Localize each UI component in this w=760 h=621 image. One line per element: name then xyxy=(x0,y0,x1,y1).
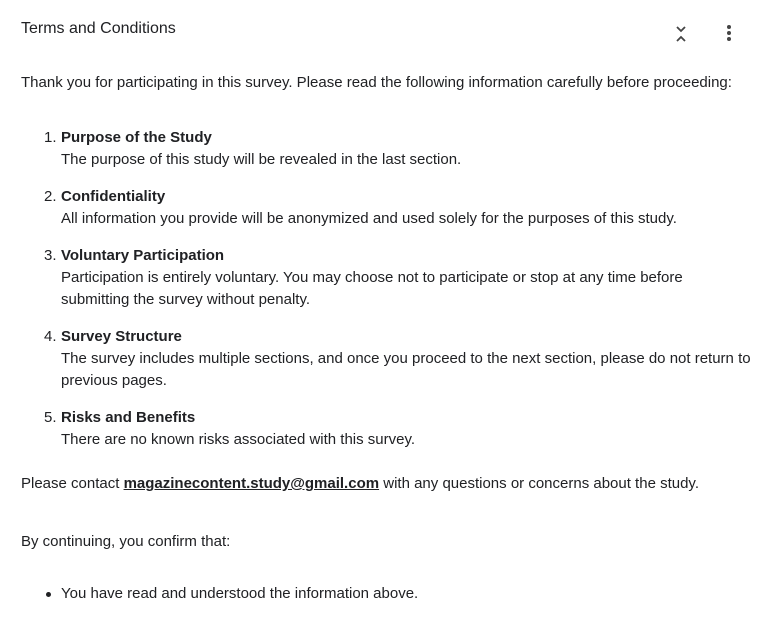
section-title: Terms and Conditions xyxy=(21,20,176,37)
terms-list-item xyxy=(21,326,751,392)
item-number: 1. xyxy=(44,129,57,146)
item-title: Confidentiality xyxy=(61,188,166,205)
item-text: All information you provide will be anonymized and used solely for the purposes of this study. xyxy=(61,210,677,227)
confirm-intro: By continuing, you confirm that: xyxy=(21,533,231,550)
more-options-button[interactable] xyxy=(717,21,741,45)
confirm-list xyxy=(21,583,751,605)
confirm-list-item xyxy=(21,583,751,605)
terms-list xyxy=(21,127,751,451)
terms-list-item xyxy=(21,245,751,311)
contact-suffix: with any questions or concerns about the study. xyxy=(379,475,699,492)
item-title: Risks and Benefits xyxy=(61,409,196,426)
item-text: There are no known risks associated with this survey. xyxy=(61,431,416,448)
collapse-button[interactable] xyxy=(669,23,693,47)
section-body xyxy=(21,72,751,605)
confirm-item-text: You have read and understood the information above. xyxy=(61,585,419,602)
section-header xyxy=(21,19,760,43)
terms-list-item xyxy=(21,407,751,451)
terms-list-item xyxy=(21,127,751,171)
bullet-icon xyxy=(46,592,51,597)
item-number: 4. xyxy=(44,328,57,345)
contact-email-link[interactable]: magazinecontent.study@gmail.com xyxy=(123,475,380,492)
contact-text xyxy=(21,473,751,495)
item-title: Survey Structure xyxy=(61,328,182,345)
collapse-icon xyxy=(674,25,688,45)
more-vert-icon xyxy=(726,23,732,43)
contact-prefix: Please contact xyxy=(21,475,124,492)
item-title: Voluntary Participation xyxy=(61,247,225,264)
terms-list-item xyxy=(21,186,751,230)
item-title: Purpose of the Study xyxy=(61,129,212,146)
intro-text: Thank you for participating in this survey. Please read the following information carefully before proceeding: xyxy=(21,74,732,91)
item-number: 3. xyxy=(44,247,57,264)
item-number: 2. xyxy=(44,188,57,205)
item-text: The survey includes multiple sections, and once you proceed to the next section, please do not return to previous pages. xyxy=(61,350,751,389)
item-number: 5. xyxy=(44,409,57,426)
item-text: The purpose of this study will be revealed in the last section. xyxy=(61,151,462,168)
item-text: Participation is entirely voluntary. You may choose not to participate or stop at any time before submitting the survey without penalty. xyxy=(61,269,683,308)
